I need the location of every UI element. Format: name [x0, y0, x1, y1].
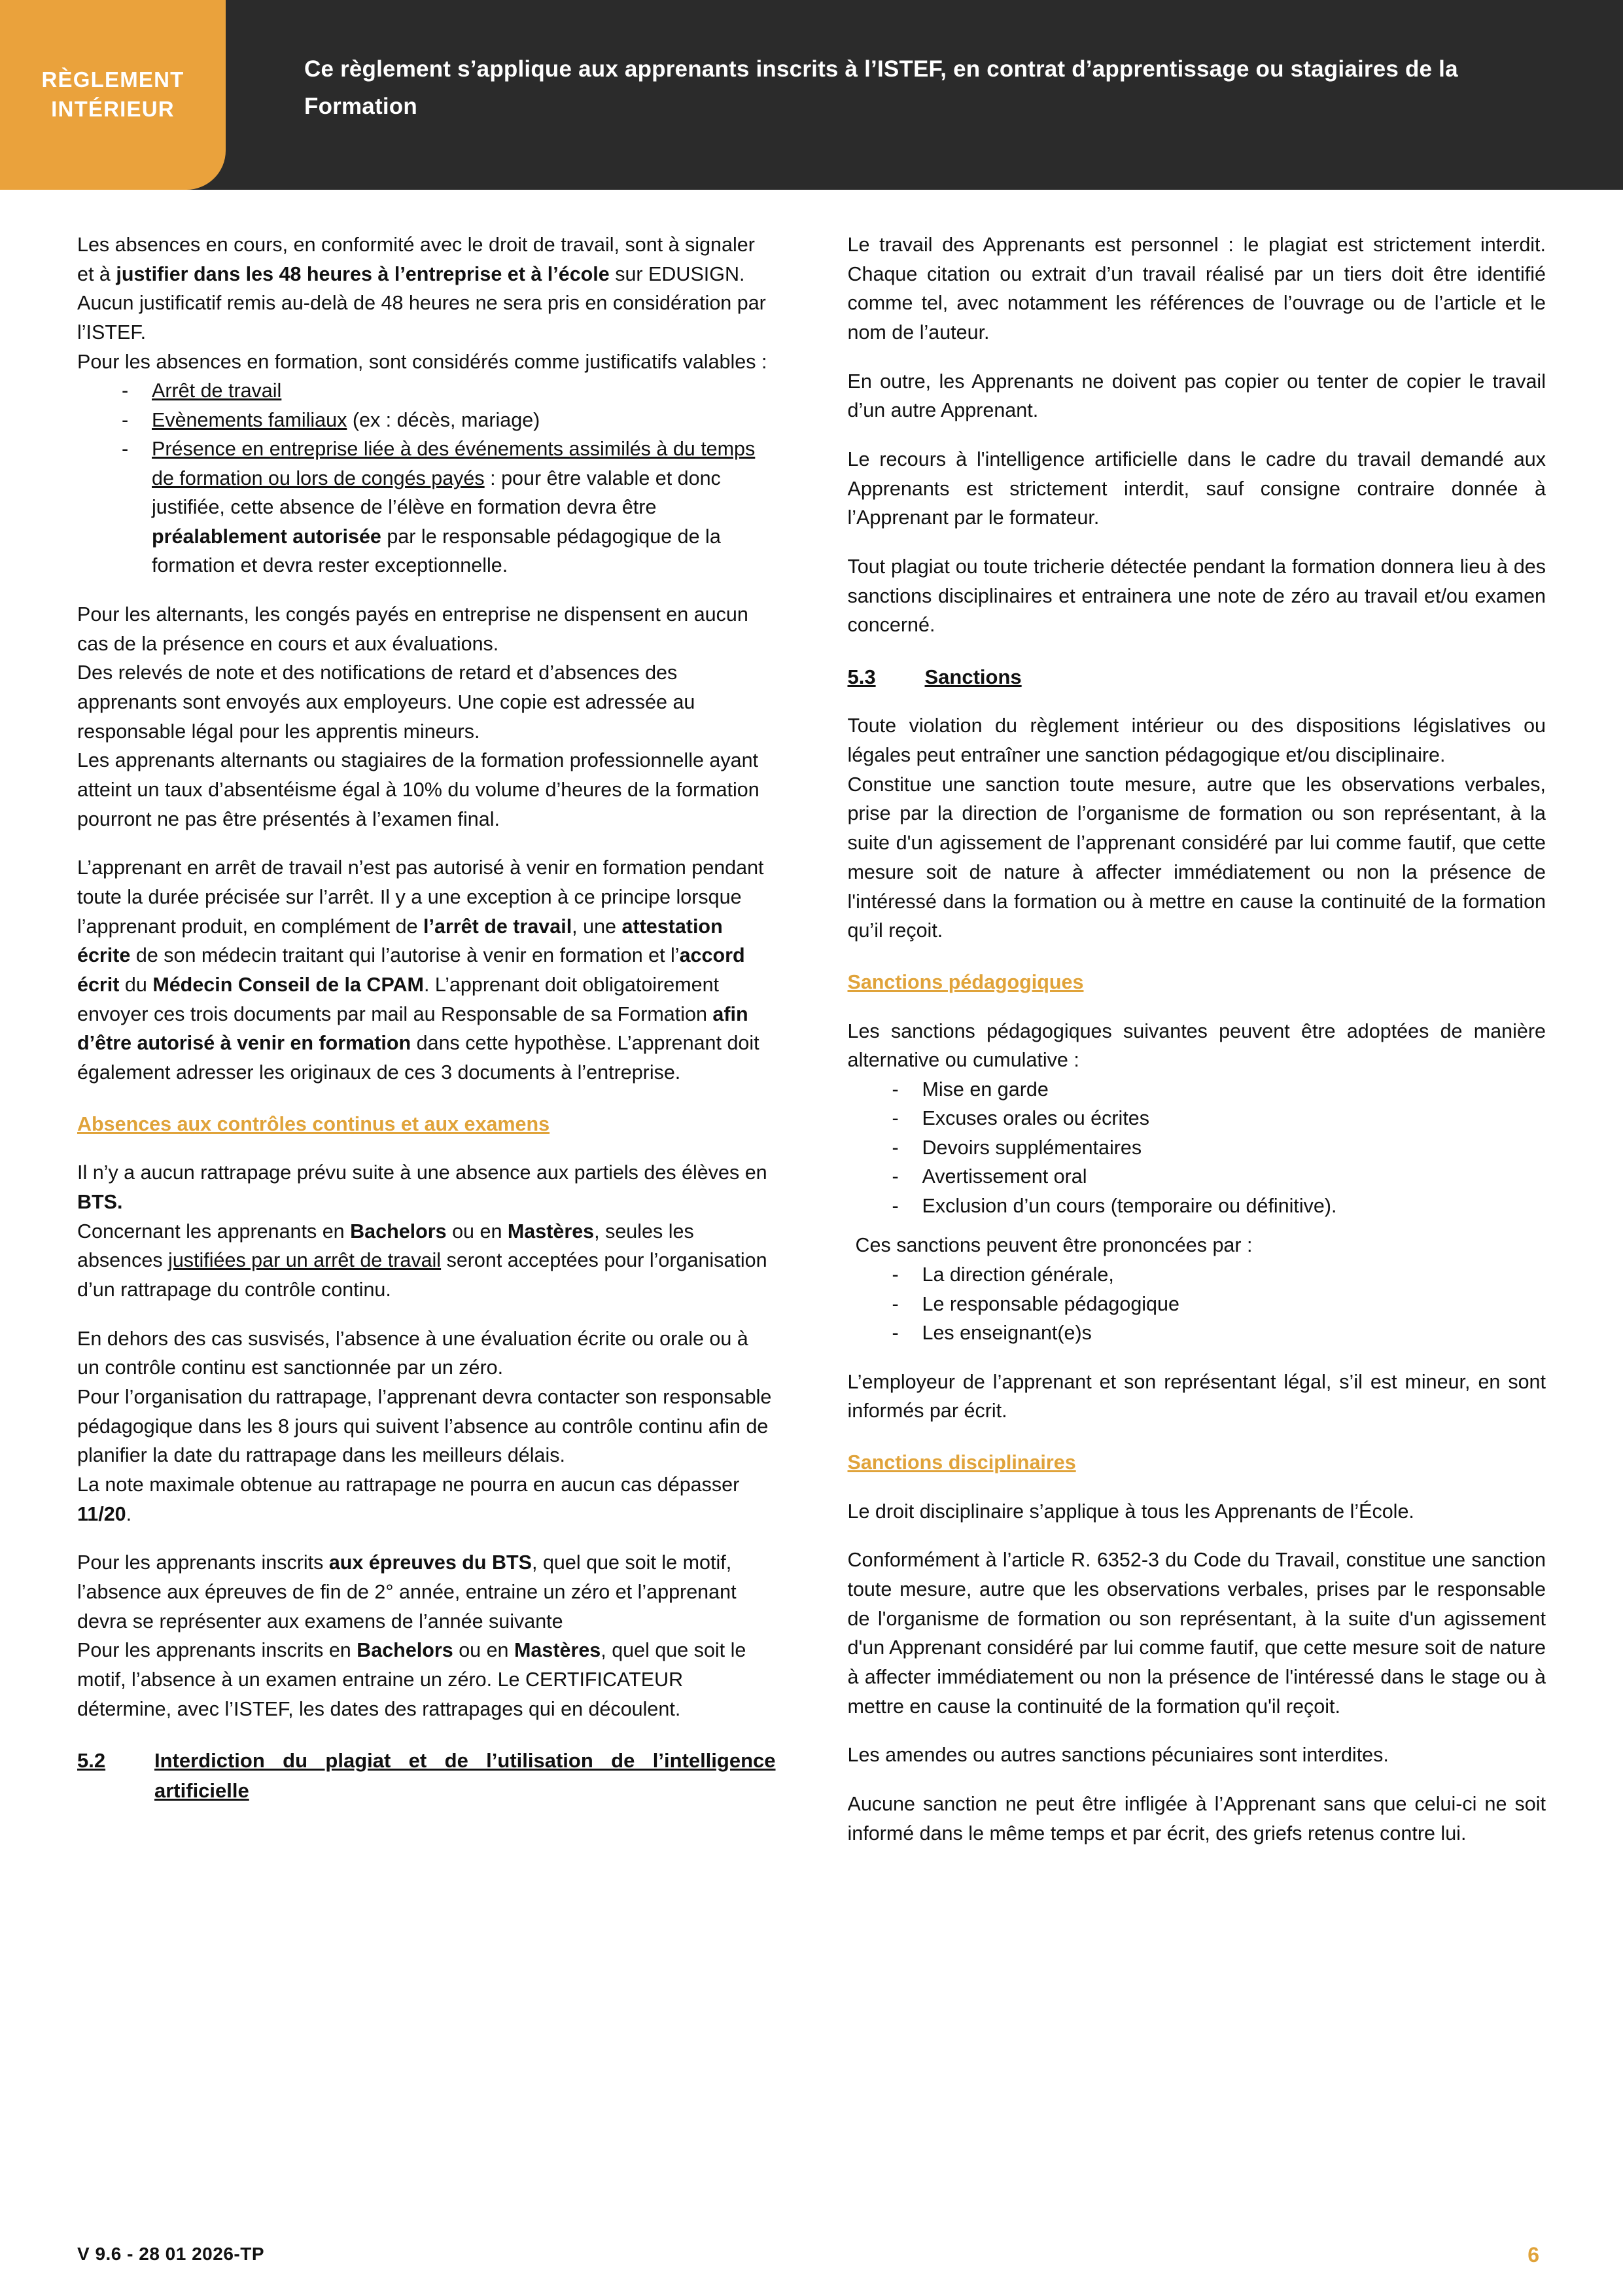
right-column [848, 230, 1546, 1848]
header-title: Ce règlement s’applique aux apprenants inscrits à l’ISTEF, en contrat d’apprentissage ou stagiaires de la Formation [304, 56, 1458, 119]
text-run-underline: Evènements familiaux [152, 408, 347, 431]
paragraph-plagiat-sanctions: Tout plagiat ou toute tricherie détectée pendant la formation donnera lieu à des sanctions disciplinaires et entrainera une note de zéro au travail et/ou examen concerné. [847, 556, 1546, 637]
list-autorites-sanctions [848, 1260, 1546, 1348]
text-run: ou en [446, 1220, 508, 1243]
heading-number: 5.3 [847, 665, 876, 689]
list-item: - Les enseignant(e)s [892, 1318, 1546, 1348]
paragraph-rattrapage-bts [77, 1158, 776, 1216]
text-run: Concernant les apprenants en [77, 1220, 351, 1243]
text-run: . L’apprenant doit obligatoirement envoyer ces trois documents par mail au Responsable de sa Formation [77, 974, 720, 1025]
paragraph-ia-interdite: Le recours à l'intelligence artificielle dans le cadre du travail demandé aux Apprenants est strictement interdit, sauf consigne contraire donnée à l’Apprenant par le formateur. [847, 448, 1546, 529]
paragraph-absenteisme: Les apprenants alternants ou stagiaires de la formation professionnelle ayant atteint un taux d’absentéisme égal à 10% du volume d’heures de la formation pourront ne pas être présentés à l’examen final. [77, 749, 759, 830]
text-run-underline: Présence en entreprise liée à des événements assimilés à du temps de formation ou lors de congés payés [152, 438, 756, 489]
text-run: , seules les absences [77, 1220, 694, 1272]
text-run-bold: 11/20 [77, 1502, 126, 1525]
text-run-bold: l’arrêt de travail [423, 915, 572, 938]
text-run: du [119, 974, 153, 997]
list-item: - La direction générale, [892, 1260, 1546, 1290]
heading-5-2 [77, 1746, 776, 1805]
list-item: - Excuses orales ou écrites [892, 1104, 1546, 1133]
text-run: Les absences en cours, en conformité avec le droit de travail, sont à signaler et à [77, 234, 755, 285]
paragraph-epreuves-bts [77, 1548, 776, 1636]
paragraph-information-prealable: Aucune sanction ne peut être infligée à l’Apprenant sans que celui-ci ne soit informé dans le même temps et par écrit, des griefs retenus contre lui. [847, 1793, 1546, 1845]
paragraph-sanctions-prononcees-par: Ces sanctions peuvent être prononcées par : [855, 1234, 1253, 1257]
list-item [122, 406, 776, 435]
text-run-underline: Arrêt de travail [152, 380, 282, 402]
subheading-sanctions-pedagogiques: Sanctions pédagogiques [847, 970, 1084, 993]
text-run-underline: justifiées par un arrêt de travail [168, 1249, 442, 1272]
text-run: Pour les apprenants inscrits en [77, 1639, 357, 1662]
paragraph-note-maximale [77, 1470, 776, 1528]
paragraph-article-r6352-3: Conformément à l’article R. 6352-3 du Code du Travail, constitue une sanction toute mesure, autre que les observations verbales, prises par le responsable de l'organisme de formation ou son représentant, à la suite d'un agissement d'un Apprenant considéré par lui comme fautif, que cette mesure soit de nature à affecter immédiatement ou non la présence de l'intéressé dans le stage ou à mettre en cause la continuité de la formation qu'il reçoit. [847, 1549, 1546, 1718]
left-column [77, 230, 776, 1848]
text-run: dans cette hypothèse. L’apprenant doit également adresser les originaux de ces 3 documents à l’entreprise. [77, 1032, 759, 1084]
list-item [122, 434, 776, 580]
text-run: , quel que soit le motif, l’absence à un examen entraine un zéro. Le CERTIFICATEUR détermine, avec l’ISTEF, les dates des rattrapages qui en découlent. [77, 1639, 746, 1720]
header-section-tab [0, 0, 226, 190]
list-item: - Devoirs supplémentaires [892, 1133, 1546, 1163]
text-run-bold: Mastères [507, 1220, 595, 1243]
list-item: - Mise en garde [892, 1075, 1546, 1104]
text-run: , une [572, 915, 622, 938]
page-content [0, 190, 1623, 1848]
paragraph-arret-travail [77, 853, 776, 1087]
paragraph-conges-payes: Pour les alternants, les congés payés en entreprise ne dispensent en aucun cas de la présence en cours et aux évaluations. [77, 603, 748, 655]
text-run: par le responsable pédagogique de la formation et devra rester exceptionnelle. [152, 525, 721, 577]
text-run-bold: préalablement autorisée [152, 525, 381, 548]
paragraph-justificatifs-valables: Pour les absences en formation, sont considérés comme justificatifs valables : [77, 350, 767, 373]
text-run-bold: Bachelors [350, 1220, 447, 1243]
heading-5-3 [848, 662, 1546, 692]
text-run: : pour être valable et donc justifiée, cette absence de l’élève en formation devra être [152, 467, 721, 519]
text-run: (ex : décès, mariage) [347, 408, 540, 431]
text-run-bold: BTS. [77, 1191, 123, 1214]
footer-page-number: 6 [1527, 2243, 1539, 2267]
text-run-bold: Mastères [514, 1639, 601, 1662]
paragraph-travail-personnel: Le travail des Apprenants est personnel : le plagiat est strictement interdit. Chaque citation ou extrait d’un travail réalisé par un tiers doit être identifié comme tel, avec notamment les références de l’ouvrage ou de l’article et le nom de l’auteur. [847, 234, 1546, 344]
text-run: de son médecin traitant qui l’autorise à venir en formation et l’ [130, 944, 680, 967]
text-run: . [126, 1502, 132, 1525]
text-run: seront acceptées pour l’organisation d’un rattrapage du contrôle continu. [77, 1249, 767, 1301]
heading-number: 5.2 [77, 1749, 106, 1773]
text-run: ou en [453, 1639, 514, 1662]
subheading-sanctions-disciplinaires: Sanctions disciplinaires [847, 1451, 1076, 1474]
text-run: La note maximale obtenue au rattrapage ne pourra en aucun cas dépasser [77, 1474, 740, 1496]
paragraph-absence-evaluation: En dehors des cas susvisés, l’absence à une évaluation écrite ou orale ou à un contrôle continu est sanctionnée par un zéro. [77, 1327, 748, 1379]
text-run-bold: accord écrit [77, 944, 745, 997]
subheading-absences-controles: Absences aux contrôles continus et aux examens [77, 1112, 550, 1135]
paragraph-droit-disciplinaire: Le droit disciplinaire s’applique à tous les Apprenants de l’École. [847, 1500, 1414, 1523]
text-run: , quel que soit le motif, l’absence aux épreuves de fin de 2° année, entraine un zéro et l’apprenant devra se représenter aux examens de l’année suivante [77, 1551, 737, 1633]
list-item: - Le responsable pédagogique [892, 1290, 1546, 1319]
list-justificatifs [77, 376, 776, 580]
paragraph-organisation-rattrapage: Pour l’organisation du rattrapage, l’apprenant devra contacter son responsable pédagogique dans les 8 jours qui suivent l’absence au contrôle continu afin de planifier la date du rattrapage dans les meilleurs délais. [77, 1386, 772, 1467]
paragraph-sanctions-pedagogiques-intro: Les sanctions pédagogiques suivantes peuvent être adoptées de manière alternative ou cumulative : [847, 1019, 1546, 1072]
text-run-bold: aux épreuves du BTS [328, 1551, 532, 1574]
paragraph-amendes-interdites: Les amendes ou autres sanctions pécuniaires sont interdites. [847, 1744, 1389, 1767]
header-tab-line2: INTÉRIEUR [51, 97, 175, 121]
heading-text: Sanctions [924, 665, 1022, 689]
heading-text: Interdiction du plagiat et de l’utilisation de l’intelligence artificielle [154, 1749, 776, 1802]
page-footer [0, 2217, 1623, 2296]
paragraph-information-employeur: L’employeur de l’apprenant et son représentant légal, s’il est mineur, en sont informés par écrit. [847, 1370, 1546, 1422]
footer-version: V 9.6 - 28 01 2026-TP [77, 2244, 265, 2264]
text-run: Pour les apprenants inscrits [77, 1551, 329, 1574]
list-item: - Avertissement oral [892, 1162, 1546, 1192]
text-run-bold: Bachelors [357, 1639, 453, 1662]
list-sanctions-pedagogiques [848, 1075, 1546, 1221]
list-item: - Exclusion d’un cours (temporaire ou définitive). [892, 1192, 1546, 1221]
text-run-bold: attestation écrite [77, 915, 723, 967]
paragraph-violation-reglement: Toute violation du règlement intérieur ou des dispositions législatives ou légales peut entraîner une sanction pédagogique et/ou disciplinaire. [847, 715, 1546, 767]
page-header [0, 0, 1623, 190]
paragraph-bachelors-masteres [77, 1217, 776, 1305]
text-run-bold: afin d’être autorisé à venir en formation [77, 1002, 748, 1055]
text-run-bold: Médecin Conseil de la CPAM [152, 974, 424, 997]
paragraph-definition-sanction: Constitue une sanction toute mesure, autre que les observations verbales, prise par la direction de l’organisme de formation ou son représentant, à la suite d'un agissement de l’apprenant considéré par lui comme fautif, que cette mesure soit de nature à affecter immédiatement ou non la présence de l'intéressé dans la formation ou à mettre en cause la continuité de la formation qu’il reçoit. [847, 773, 1546, 942]
paragraph-copie-interdite: En outre, les Apprenants ne doivent pas copier ou tenter de copier le travail d’un autre Apprenant. [847, 370, 1546, 422]
text-run: Il n’y a aucun rattrapage prévu suite à une absence aux partiels des élèves en [77, 1161, 767, 1184]
paragraph-justificatif-delai: Aucun justificatif remis au-delà de 48 heures ne sera pris en considération par l’ISTEF. [77, 292, 766, 344]
text-run-bold: justifier dans les 48 heures à l’entreprise et à l’école [116, 262, 610, 285]
text-run: L’apprenant en arrêt de travail n’est pas autorisé à venir en formation pendant toute la durée précisée sur l’arrêt. Il y a une exception à ce principe lorsque l’apprenant produit, en complément de [77, 857, 764, 938]
paragraph-absences-signalement [77, 230, 776, 289]
paragraph-releves-notes: Des relevés de note et des notifications de retard et d’absences des apprenants sont envoyés aux employeurs. Une copie est adressée au responsable légal pour les apprentis mineurs. [77, 662, 695, 743]
header-tab-line1: RÈGLEMENT [41, 67, 184, 92]
paragraph-examens-bachelors [77, 1636, 776, 1723]
text-run: sur EDUSIGN. [609, 262, 745, 285]
list-item [122, 376, 776, 406]
